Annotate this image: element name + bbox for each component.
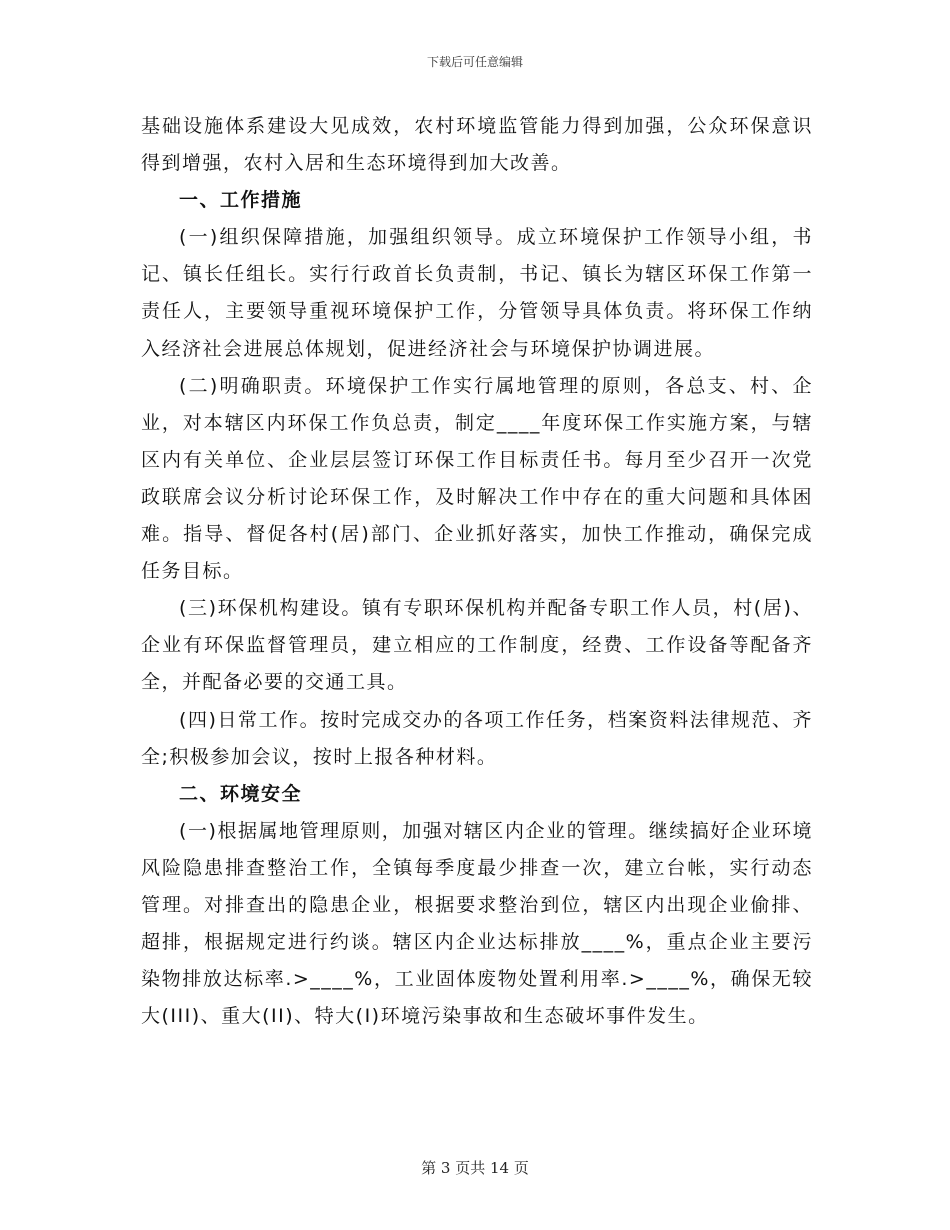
document-body xyxy=(141,108,813,1035)
paragraph-organization: (一)组织保障措施，加强组织领导。成立环境保护工作领导小组，书记、镇长任组长。实行行政首长负责制，书记、镇长为辖区环保工作第一责任人，主要领导重视环境保护工作，分管领导具体负责。将环保工作纳入经济社会进展总体规划，促进经济社会与环境保护协调进展。 xyxy=(141,226,813,360)
paragraph-daily-work: (四)日常工作。按时完成交办的各项工作任务，档案资料法律规范、齐全;积极参加会议，按时上报各种材料。 xyxy=(141,708,813,768)
paragraph-institution-building: (三)环保机构建设。镇有专职环保机构并配备专职工作人员，村(居)、企业有环保监督管理员，建立相应的工作制度，经费、工作设备等配备齐全，并配备必要的交通工具。 xyxy=(141,597,813,694)
paragraph-responsibilities: (二)明确职责。环境保护工作实行属地管理的原则，各总支、村、企业，对本辖区内环保工作负总责，制定____年度环保工作实施方案，与辖区内有关单位、企业层层签订环保工作目标责任书。每月至少召开一次党政联席会议分析讨论环保工作，及时解决工作中存在的重大问题和具体困难。指导、督促各村(居)部门、企业抓好落实，加快工作推动，确保完成任务目标。 xyxy=(141,374,813,583)
intro-paragraph: 基础设施体系建设大见成效，农村环境监管能力得到加强，公众环保意识得到增强，农村入居和生态环境得到加大改善。 xyxy=(141,115,813,175)
paragraph-territorial-management: (一)根据属地管理原则，加强对辖区内企业的管理。继续搞好企业环境风险隐患排查整治工作，全镇每季度最少排查一次，建立台帐，实行动态管理。对排查出的隐患企业，根据要求整治到位，辖区内出现企业偷排、超排，根据规定进行约谈。辖区内企业达标排放____%，重点企业主要污染物排放达标率.>____%，工业固体废物处置利用率.>____%，确保无较大(III)、重大(II)、特大(I)环境污染事故和生态破坏事件发生。 xyxy=(141,819,813,1028)
page-header: 下载后可任意编辑 xyxy=(426,55,523,69)
section-heading-work-measures: 一、工作措施 xyxy=(179,189,303,212)
page-footer: 第 3 页共 14 页 xyxy=(421,1159,529,1177)
section-heading-environmental-safety: 二、环境安全 xyxy=(179,782,303,805)
